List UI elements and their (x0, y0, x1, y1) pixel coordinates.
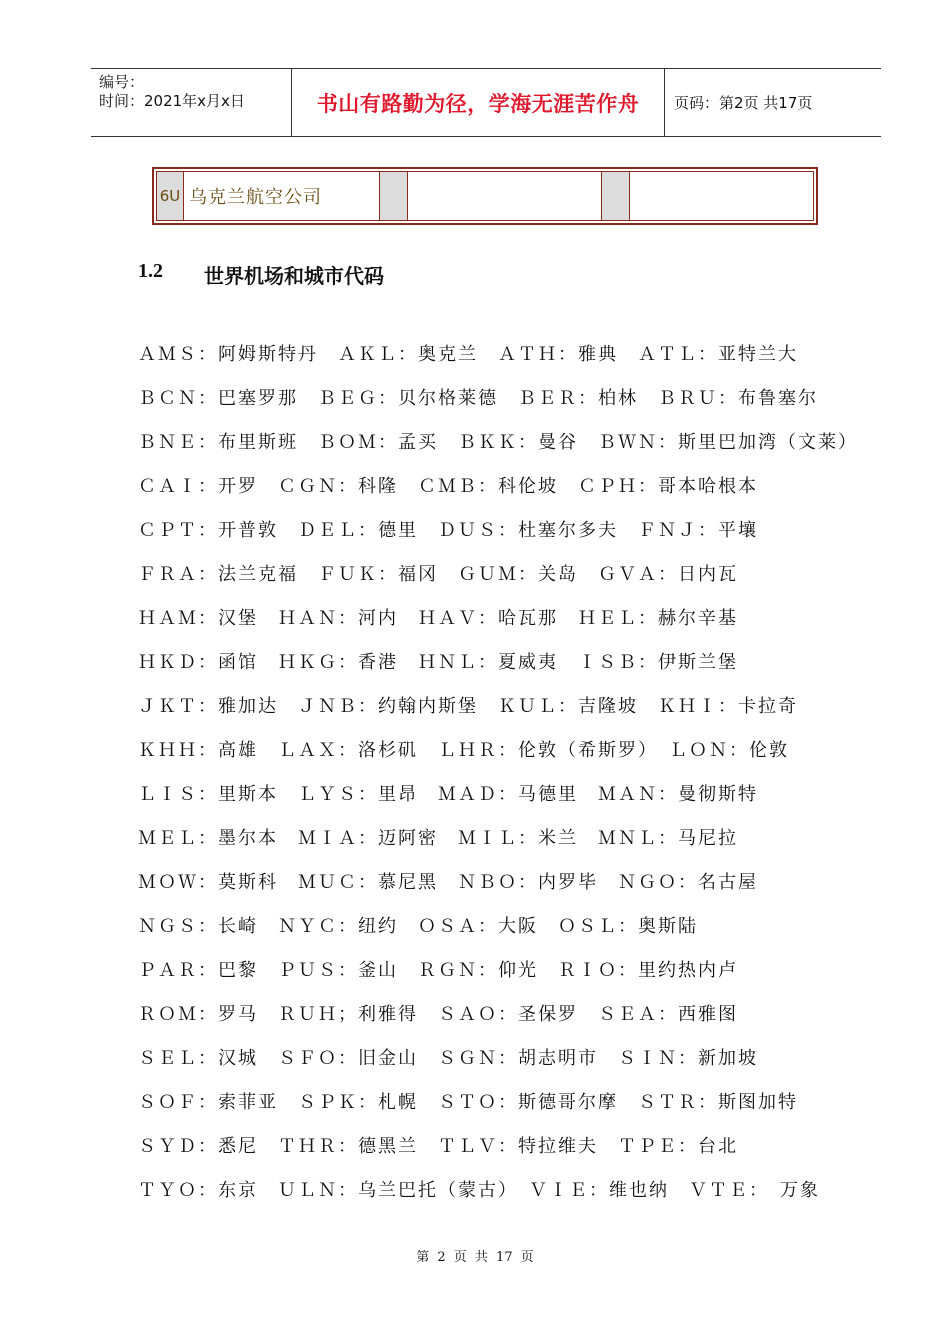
code-line: ＭＯＷ：莫斯科 ＭＵＣ：慕尼黑 ＮＢＯ：内罗毕 ＮＧＯ：名古屋 (138, 872, 758, 893)
header-motto: 书山有路勤为径，学海无涯苦作舟 (316, 91, 640, 116)
code-line: ＳＹＤ：悉尼 ＴＨＲ：德黑兰 ＴＬＶ：特拉维夫 ＴＰＥ：台北 (138, 1136, 738, 1157)
page-header (91, 68, 881, 137)
code-line: ＫＨＨ：高雄 ＬＡＸ：洛杉矶 ＬＨＲ：伦敦（希斯罗） ＬＯＮ：伦敦 (138, 740, 789, 761)
code-line: ＬＩＳ：里斯本 ＬＹＳ：里昂 ＭＡＤ：马德里 ＭＡＮ：曼彻斯特 (138, 784, 758, 805)
code-line: ＲＯＭ：罗马 ＲＵＨ；利雅得 ＳＡＯ：圣保罗 ＳＥＡ：西雅图 (138, 1004, 738, 1025)
section-title: 世界机场和城市代码 (204, 264, 384, 288)
code-line: ＨＡＭ：汉堡 ＨＡＮ：河内 ＨＡＶ：哈瓦那 ＨＥＬ：赫尔辛基 (138, 608, 738, 629)
header-page-info: 页码：第2页 共17页 (674, 94, 813, 112)
code-line: ＢＣＮ：巴塞罗那 ＢＥＧ：贝尔格莱德 ＢＥＲ：柏林 ＢＲＵ：布鲁塞尔 (138, 388, 818, 409)
airport-code-list (138, 340, 898, 1220)
code-line: ＡＭＳ：阿姆斯特丹 ＡＫＬ：奥克兰 ＡＴＨ：雅典 ＡＴＬ：亚特兰大 (138, 344, 798, 365)
header-time: 时间：2021年x月x日 (99, 92, 245, 110)
header-divider (664, 69, 665, 136)
code-line: ＳＥＬ：汉城 ＳＦＯ：旧金山 ＳＧＮ：胡志明市 ＳＩＮ：新加坡 (138, 1048, 758, 1069)
header-meta (99, 73, 294, 111)
code-line: ＦＲＡ：法兰克福 ＦＵＫ：福冈 ＧＵＭ：关岛 ＧＶＡ：日内瓦 (138, 564, 738, 585)
airline-code-cell-empty (602, 171, 630, 221)
code-line: ＢＮＥ：布里斯班 ＢＯＭ：孟买 ＢＫＫ：曼谷 ＢＷＮ：斯里巴加湾（文莱） (138, 432, 858, 453)
page-footer: 第 2 页 共 17 页 (416, 1250, 534, 1265)
code-line: ＭＥＬ：墨尔本 ＭＩＡ：迈阿密 ＭＩＬ：米兰 ＭＮＬ：马尼拉 (138, 828, 738, 849)
code-line: ＨＫＤ：函馆 ＨＫＧ：香港 ＨＮＬ：夏威夷 ＩＳＢ：伊斯兰堡 (138, 652, 738, 673)
airline-name-cell-empty (408, 171, 602, 221)
code-line: ＮＧＳ：长崎 ＮＹＣ：纽约 ＯＳＡ：大阪 ＯＳＬ：奥斯陆 (138, 916, 698, 937)
code-line: ＳＯＦ：索菲亚 ＳＰＫ：札幌 ＳＴＯ：斯德哥尔摩 ＳＴＲ：斯图加特 (138, 1092, 798, 1113)
code-line: ＣＰＴ：开普敦 ＤＥＬ：德里 ＤＵＳ：杜塞尔多夫 ＦＮＪ：平壤 (138, 520, 758, 541)
airline-code: 6U (156, 171, 184, 221)
code-line: ＪＫＴ：雅加达 ＪＮＢ：约翰内斯堡 ＫＵＬ：吉隆坡 ＫＨＩ：卡拉奇 (138, 696, 798, 717)
airline-code-cell-empty (380, 171, 408, 221)
airline-name-cell-empty (630, 171, 814, 221)
code-line: ＣＡＩ：开罗 ＣＧＮ：科隆 ＣＭＢ：科伦坡 ＣＰＨ：哥本哈根本 (138, 476, 758, 497)
code-line: ＴＹＯ：东京 ＵＬＮ：乌兰巴托（蒙古） ＶＩＥ：维也纳 ＶＴＥ： 万象 (138, 1180, 820, 1201)
airline-name: 乌克兰航空公司 (184, 171, 380, 221)
code-line: ＰＡＲ：巴黎 ＰＵＳ：釜山 ＲＧＮ：仰光 ＲＩＯ：里约热内卢 (138, 960, 738, 981)
header-number-label: 编号： (99, 73, 145, 91)
section-number: 1.2 (138, 260, 163, 282)
airline-table-row (152, 167, 818, 225)
